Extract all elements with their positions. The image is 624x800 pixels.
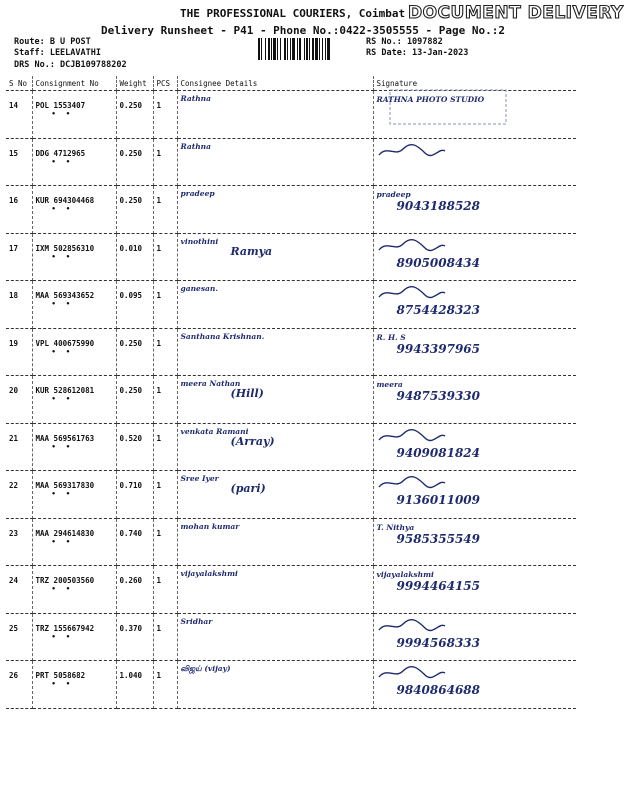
consignment-code: TRZ 155667942 [35, 623, 95, 633]
route-label: Route: B U POST [14, 37, 91, 47]
consignee-name: vijayalakshmi [180, 569, 238, 578]
consignee-name: ganesan. [180, 284, 218, 293]
signature-cell [373, 471, 576, 519]
table-row [6, 518, 576, 566]
consignment-number [32, 328, 116, 376]
signature-cell [373, 613, 576, 661]
consignee-details [177, 91, 373, 139]
consignee-area: Ramya [230, 244, 273, 258]
consignee-name: venkata Ramani [180, 426, 249, 436]
signature-cell [373, 233, 576, 281]
scan-marks: • • [51, 490, 74, 498]
weight-value: 0.095 [116, 281, 153, 329]
receiver-phone: 9994568333 [396, 635, 480, 650]
rs-date: RS Date: 13-Jan-2023 [366, 48, 469, 58]
consignment-number [32, 233, 116, 281]
consignee-details [177, 566, 373, 614]
col-header-weight: Weight [116, 76, 153, 91]
pcs-value: 1 [153, 281, 177, 329]
col-header-pcs: PCS [153, 76, 177, 91]
table-row [6, 376, 576, 424]
consignment-number [32, 613, 116, 661]
runsheet-table [6, 76, 576, 709]
scan-marks: • • [51, 442, 74, 451]
signature-scribble [377, 437, 447, 446]
consignee-details [177, 423, 373, 471]
scan-marks: • • [51, 680, 74, 688]
consignment-code: KUR 528612081 [35, 386, 95, 395]
weight-value: 0.520 [116, 423, 153, 471]
weight-value: 0.250 [116, 138, 153, 186]
consignment-code: MAA 294614830 [35, 528, 95, 538]
drs-number: DRS No.: DCJB109788202 [14, 60, 127, 70]
weight-value: 0.250 [116, 376, 153, 424]
signature-text: pradeep [376, 190, 411, 199]
signature-text: T. Nithya [376, 522, 415, 532]
scan-marks: • • [51, 205, 74, 213]
signature-cell [373, 423, 576, 471]
consignee-details [177, 328, 373, 376]
receiver-phone: 9994464155 [396, 579, 480, 593]
signature-scribble [377, 152, 447, 161]
pcs-value: 1 [153, 233, 177, 281]
staff-label: Staff: LEELAVATHI [14, 48, 101, 58]
signature-cell [373, 518, 576, 566]
weight-value: 1.040 [116, 661, 153, 709]
consignee-name: Sree Iyer [180, 474, 219, 483]
col-header-consignment: Consignment No [32, 76, 116, 91]
serial-number: 14 [6, 91, 32, 139]
scan-marks: • • [51, 347, 74, 356]
consignment-code: MAA 569343652 [35, 291, 95, 300]
receiver-phone: 8754428323 [396, 303, 480, 317]
serial-number: 20 [6, 376, 32, 424]
signature-cell [373, 138, 576, 186]
consignment-code: IXM 502856310 [35, 243, 95, 253]
barcode-bar [330, 38, 331, 60]
pcs-value: 1 [153, 376, 177, 424]
scan-marks: • • [51, 632, 74, 641]
document-delivery-stamp: DOCUMENT DELIVERY [408, 3, 624, 23]
serial-number: 19 [6, 328, 32, 376]
consignee-name: mohan kumar [180, 521, 240, 531]
serial-number: 26 [6, 661, 32, 709]
pcs-value: 1 [153, 471, 177, 519]
col-header-sno: S No [6, 76, 32, 91]
table-row [6, 186, 576, 234]
scan-marks: • • [51, 157, 74, 166]
scan-marks: • • [51, 110, 74, 118]
signature-text: RATHNA PHOTO STUDIO [376, 95, 485, 104]
scan-marks: • • [51, 537, 74, 546]
rs-number: RS No.: 1097882 [366, 37, 443, 47]
consignment-number [32, 281, 116, 329]
receiver-phone: 9043188528 [396, 199, 480, 213]
table-row [6, 281, 576, 329]
serial-number: 18 [6, 281, 32, 329]
pcs-value: 1 [153, 328, 177, 376]
signature-scribble [377, 247, 447, 256]
weight-value: 0.250 [116, 328, 153, 376]
consignment-number [32, 661, 116, 709]
serial-number: 21 [6, 423, 32, 471]
table-row [6, 328, 576, 376]
serial-number: 22 [6, 471, 32, 519]
table-row [6, 233, 576, 281]
receiver-phone: 9487539330 [396, 389, 480, 403]
consignee-details [177, 376, 373, 424]
weight-value: 0.260 [116, 566, 153, 614]
consignee-details [177, 281, 373, 329]
consignment-number [32, 518, 116, 566]
signature-scribble [377, 484, 447, 493]
consignee-details [177, 661, 373, 709]
serial-number: 24 [6, 566, 32, 614]
consignee-details [177, 518, 373, 566]
receiver-phone: 9585355549 [396, 531, 480, 546]
consignee-details [177, 471, 373, 519]
consignee-name: vinothini [180, 236, 219, 246]
signature-cell [373, 376, 576, 424]
serial-number: 17 [6, 233, 32, 281]
receiver-phone: 9840864688 [396, 683, 480, 697]
signature-text: vijayalakshmi [376, 570, 434, 579]
consignee-details [177, 138, 373, 186]
pcs-value: 1 [153, 566, 177, 614]
signature-scribble [377, 674, 447, 683]
consignment-code: POL 1553407 [35, 101, 86, 110]
consignment-code: PRT 5058682 [35, 671, 86, 680]
weight-value: 0.740 [116, 518, 153, 566]
signature-cell [373, 186, 576, 234]
signature-scribble [377, 294, 447, 303]
consignment-code: MAA 569561763 [35, 433, 95, 443]
pcs-value: 1 [153, 91, 177, 139]
pcs-value: 1 [153, 138, 177, 186]
table-row [6, 613, 576, 661]
pcs-value: 1 [153, 423, 177, 471]
consignment-number [32, 423, 116, 471]
receiver-phone: 9409081824 [396, 445, 480, 460]
consignment-number [32, 376, 116, 424]
consignment-code: VPL 400675990 [35, 338, 95, 348]
consignment-number [32, 471, 116, 519]
scan-marks: • • [51, 395, 74, 403]
consignee-name: Rathna [180, 141, 211, 151]
company-name: THE PROFESSIONAL COURIERS, Coimbat [180, 7, 406, 20]
weight-value: 0.370 [116, 613, 153, 661]
consignment-number [32, 91, 116, 139]
consignee-details [177, 233, 373, 281]
table-row [6, 661, 576, 709]
consignee-name: Rathna [180, 94, 211, 103]
consignment-number [32, 138, 116, 186]
col-header-consignee: Consignee Details [177, 76, 373, 91]
serial-number: 25 [6, 613, 32, 661]
consignee-name: Santhana Krishnan. [180, 331, 265, 341]
signature-text: meera [376, 380, 403, 389]
table-row [6, 471, 576, 519]
pcs-value: 1 [153, 518, 177, 566]
consignee-area: (Array) [230, 434, 275, 448]
signature-cell [373, 566, 576, 614]
serial-number: 16 [6, 186, 32, 234]
barcode-image [258, 38, 358, 60]
consignee-details [177, 613, 373, 661]
signature-cell [373, 661, 576, 709]
consignment-number [32, 186, 116, 234]
pcs-value: 1 [153, 661, 177, 709]
weight-value: 0.250 [116, 186, 153, 234]
weight-value: 0.010 [116, 233, 153, 281]
consignee-name: meera Nathan [180, 379, 241, 388]
table-row [6, 138, 576, 186]
weight-value: 0.250 [116, 91, 153, 139]
consignee-name: pradeep [180, 189, 215, 198]
consignment-code: TRZ 200503560 [35, 576, 95, 585]
signature-scribble [377, 627, 447, 636]
scan-marks: • • [51, 252, 74, 261]
consignee-area: (Hill) [230, 387, 264, 401]
pcs-value: 1 [153, 186, 177, 234]
signature-text: R. H. S [376, 332, 406, 342]
consignee-name: விஜய் (vijay) [180, 664, 231, 673]
serial-number: 15 [6, 138, 32, 186]
receiver-phone: 8905008434 [396, 255, 480, 270]
company-seal [388, 88, 508, 126]
table-row [6, 566, 576, 614]
pcs-value: 1 [153, 613, 177, 661]
receiver-phone: 9943397965 [396, 341, 480, 356]
consignee-area: (pari) [230, 482, 266, 496]
scan-marks: • • [51, 300, 74, 308]
receiver-phone: 9136011009 [396, 493, 480, 507]
consignment-code: DDG 4712965 [35, 148, 86, 158]
consignee-name: Sridhar [180, 616, 213, 626]
signature-cell [373, 281, 576, 329]
consignment-code: MAA 569317830 [35, 481, 95, 490]
serial-number: 23 [6, 518, 32, 566]
weight-value: 0.710 [116, 471, 153, 519]
table-row [6, 423, 576, 471]
consignee-details [177, 186, 373, 234]
col-header-signature: Signature [373, 76, 576, 91]
consignment-number [32, 566, 116, 614]
runsheet-title: Delivery Runsheet - P41 - Phone No.:0422-3505555 - Page No.:2 [101, 24, 505, 37]
scan-marks: • • [51, 585, 74, 593]
consignment-code: KUR 694304468 [35, 196, 95, 205]
signature-cell [373, 328, 576, 376]
